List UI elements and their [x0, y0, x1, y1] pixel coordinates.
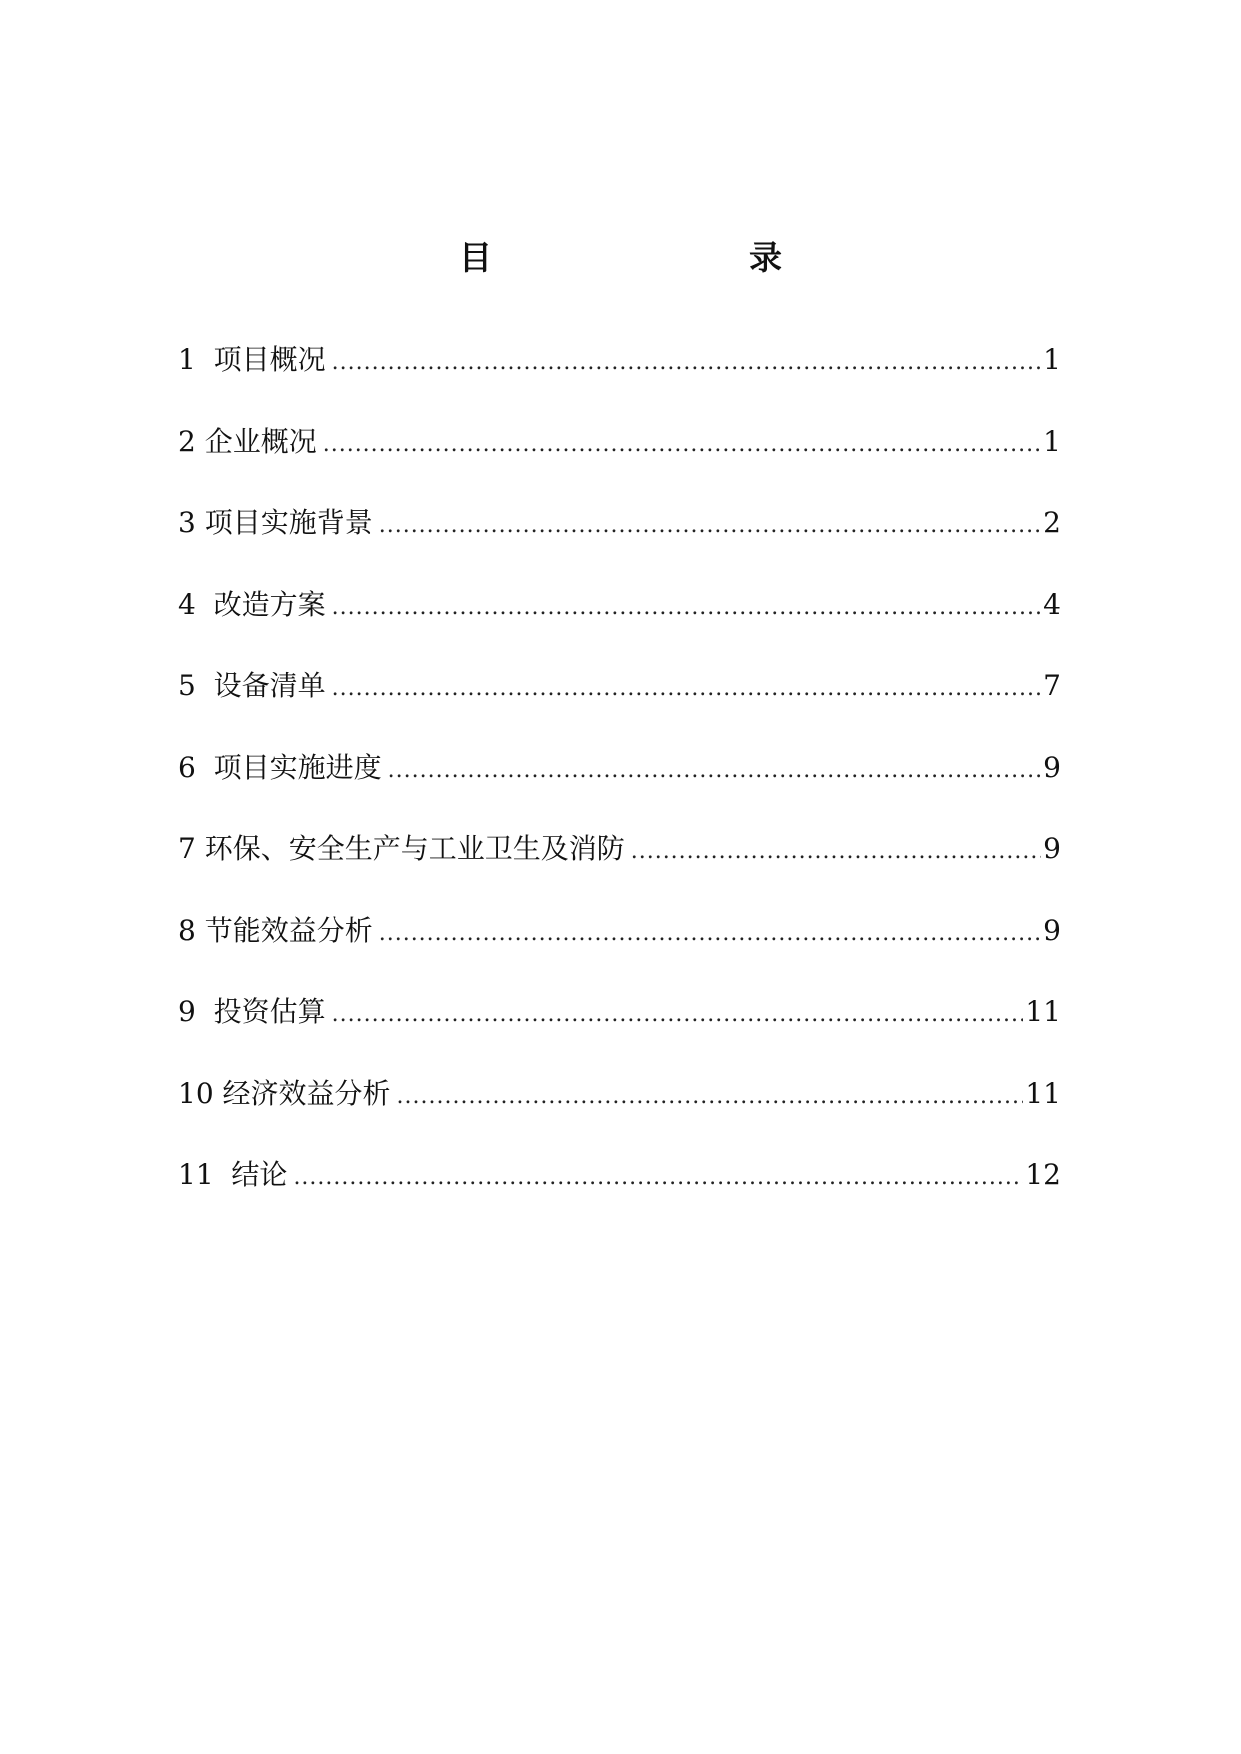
toc-title: 目 录 — [459, 238, 894, 277]
dot-leader — [293, 1158, 1023, 1198]
toc-entry-label: 2 企业概况 — [178, 424, 317, 458]
toc-entry-page: 2 — [1043, 506, 1061, 539]
toc-entry-page: 9 — [1043, 913, 1061, 947]
toc-entry-page: 7 — [1043, 669, 1061, 702]
toc-entry[interactable] — [178, 911, 1061, 993]
toc-entry-label: 7 环保、安全生产与工业卫生及消防 — [178, 832, 625, 865]
toc-entry[interactable] — [178, 503, 1061, 585]
dot-leader — [332, 343, 1042, 383]
toc-entry[interactable] — [178, 340, 1061, 422]
toc-entry-label: 1 项目概况 — [178, 343, 326, 376]
toc-entry[interactable] — [178, 748, 1061, 830]
toc-entry-label: 5 设备清单 — [178, 669, 326, 702]
toc-entry-label: 6 项目实施进度 — [178, 750, 382, 784]
toc-entry-page: 9 — [1043, 750, 1061, 784]
dot-leader — [631, 832, 1041, 872]
toc-entry[interactable] — [178, 992, 1061, 1074]
toc-entry-page: 1 — [1043, 424, 1061, 458]
toc-entry[interactable] — [178, 829, 1061, 911]
toc-entry[interactable] — [178, 585, 1061, 667]
toc-entry[interactable] — [178, 1074, 1061, 1156]
toc-entry-page: 11 — [1025, 995, 1061, 1028]
toc-entry-label: 4 改造方案 — [178, 587, 326, 621]
dot-leader — [323, 425, 1041, 465]
toc-entry-page: 9 — [1043, 832, 1061, 865]
toc-entry-label: 10 经济效益分析 — [178, 1076, 391, 1110]
dot-leader — [332, 669, 1042, 709]
dot-leader — [379, 914, 1041, 954]
toc-entry-page: 1 — [1043, 343, 1061, 376]
table-of-contents — [178, 340, 1061, 1237]
dot-leader — [332, 588, 1042, 628]
toc-entry-page: 12 — [1025, 1158, 1061, 1191]
toc-entry-label: 8 节能效益分析 — [178, 913, 373, 947]
toc-entry[interactable] — [178, 1155, 1061, 1237]
toc-entry-page: 11 — [1025, 1076, 1061, 1110]
dot-leader — [388, 751, 1042, 791]
toc-entry[interactable] — [178, 422, 1061, 504]
dot-leader — [397, 1077, 1024, 1117]
dot-leader — [379, 506, 1041, 546]
toc-entry-label: 11 结论 — [178, 1158, 288, 1191]
dot-leader — [332, 995, 1024, 1035]
toc-entry-label: 9 投资估算 — [178, 995, 326, 1028]
toc-entry[interactable] — [178, 666, 1061, 748]
toc-entry-label: 3 项目实施背景 — [178, 506, 373, 539]
toc-entry-page: 4 — [1043, 587, 1061, 621]
